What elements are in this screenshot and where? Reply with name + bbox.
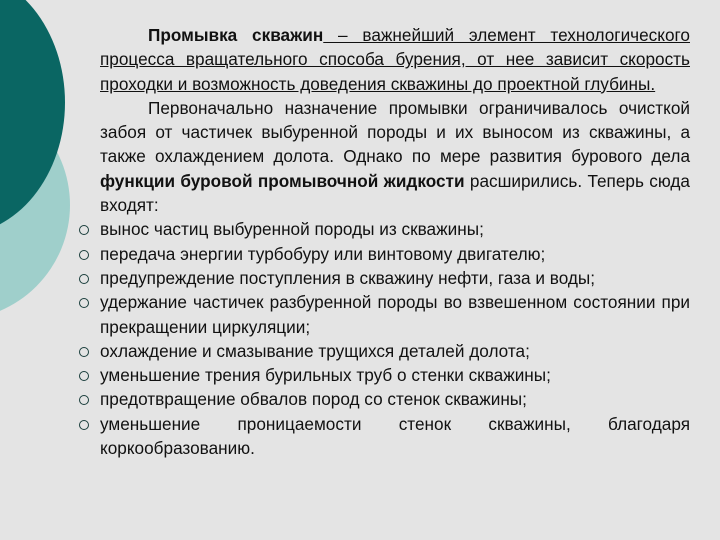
list-item xyxy=(72,387,690,411)
list-item xyxy=(72,242,690,266)
list-item-text: передача энергии турбобуру или винтовому двигателю; xyxy=(100,243,546,264)
list-item-text: уменьшение трения бурильных труб о стенки скважины; xyxy=(100,365,551,386)
hollow-circle-bullet-icon xyxy=(79,250,89,260)
list-item xyxy=(72,217,690,241)
hollow-circle-bullet-icon xyxy=(79,274,89,284)
paragraph-functions-text-after: расширились. Теперь сюда входят: xyxy=(100,170,690,216)
hollow-circle-bullet-icon xyxy=(79,420,89,430)
slide-content xyxy=(72,23,690,460)
list-item xyxy=(72,290,690,339)
list-item xyxy=(72,339,690,363)
paragraph-intro xyxy=(72,23,690,96)
list-item-text: охлаждение и смазывание трущихся деталей долота; xyxy=(100,340,530,361)
hollow-circle-bullet-icon xyxy=(79,371,89,381)
list-item xyxy=(72,412,690,461)
paragraph-functions xyxy=(72,96,690,217)
paragraph-functions-text-before: Первоначально назначение промывки ограничивалось очисткой забоя от частичек выбуренной породы и их выносом из скважины, а также охлаждением долота. Однако по мере развития бурового дела xyxy=(100,97,690,167)
hollow-circle-bullet-icon xyxy=(79,298,89,308)
list-item xyxy=(72,363,690,387)
list-item xyxy=(72,266,690,290)
list-item-text: вынос частиц выбуренной породы из скважины; xyxy=(100,219,484,240)
hollow-circle-bullet-icon xyxy=(79,225,89,235)
term-flushing: Промывка скважин xyxy=(148,25,324,45)
list-item-text: предотвращение обвалов пород со стенок скважины; xyxy=(100,389,527,410)
list-item-text: уменьшение проницаемости стенок скважины, благодаря коркообразованию. xyxy=(100,413,690,459)
hollow-circle-bullet-icon xyxy=(79,395,89,405)
term-fluid-functions: функции буровой промывочной жидкости xyxy=(100,170,465,191)
hollow-circle-bullet-icon xyxy=(79,347,89,357)
paragraph-intro-text: – важнейший элемент технологического процесса вращательного способа бурения, от нее зависит скорость проходки и возможность доведения скважины до проектной глубины. xyxy=(100,25,690,94)
list-item-text: предупреждение поступления в скважину нефти, газа и воды; xyxy=(100,267,596,288)
list-item-text: удержание частичек разбуренной породы во взвешенном состоянии при прекращении циркуляции; xyxy=(100,292,690,337)
